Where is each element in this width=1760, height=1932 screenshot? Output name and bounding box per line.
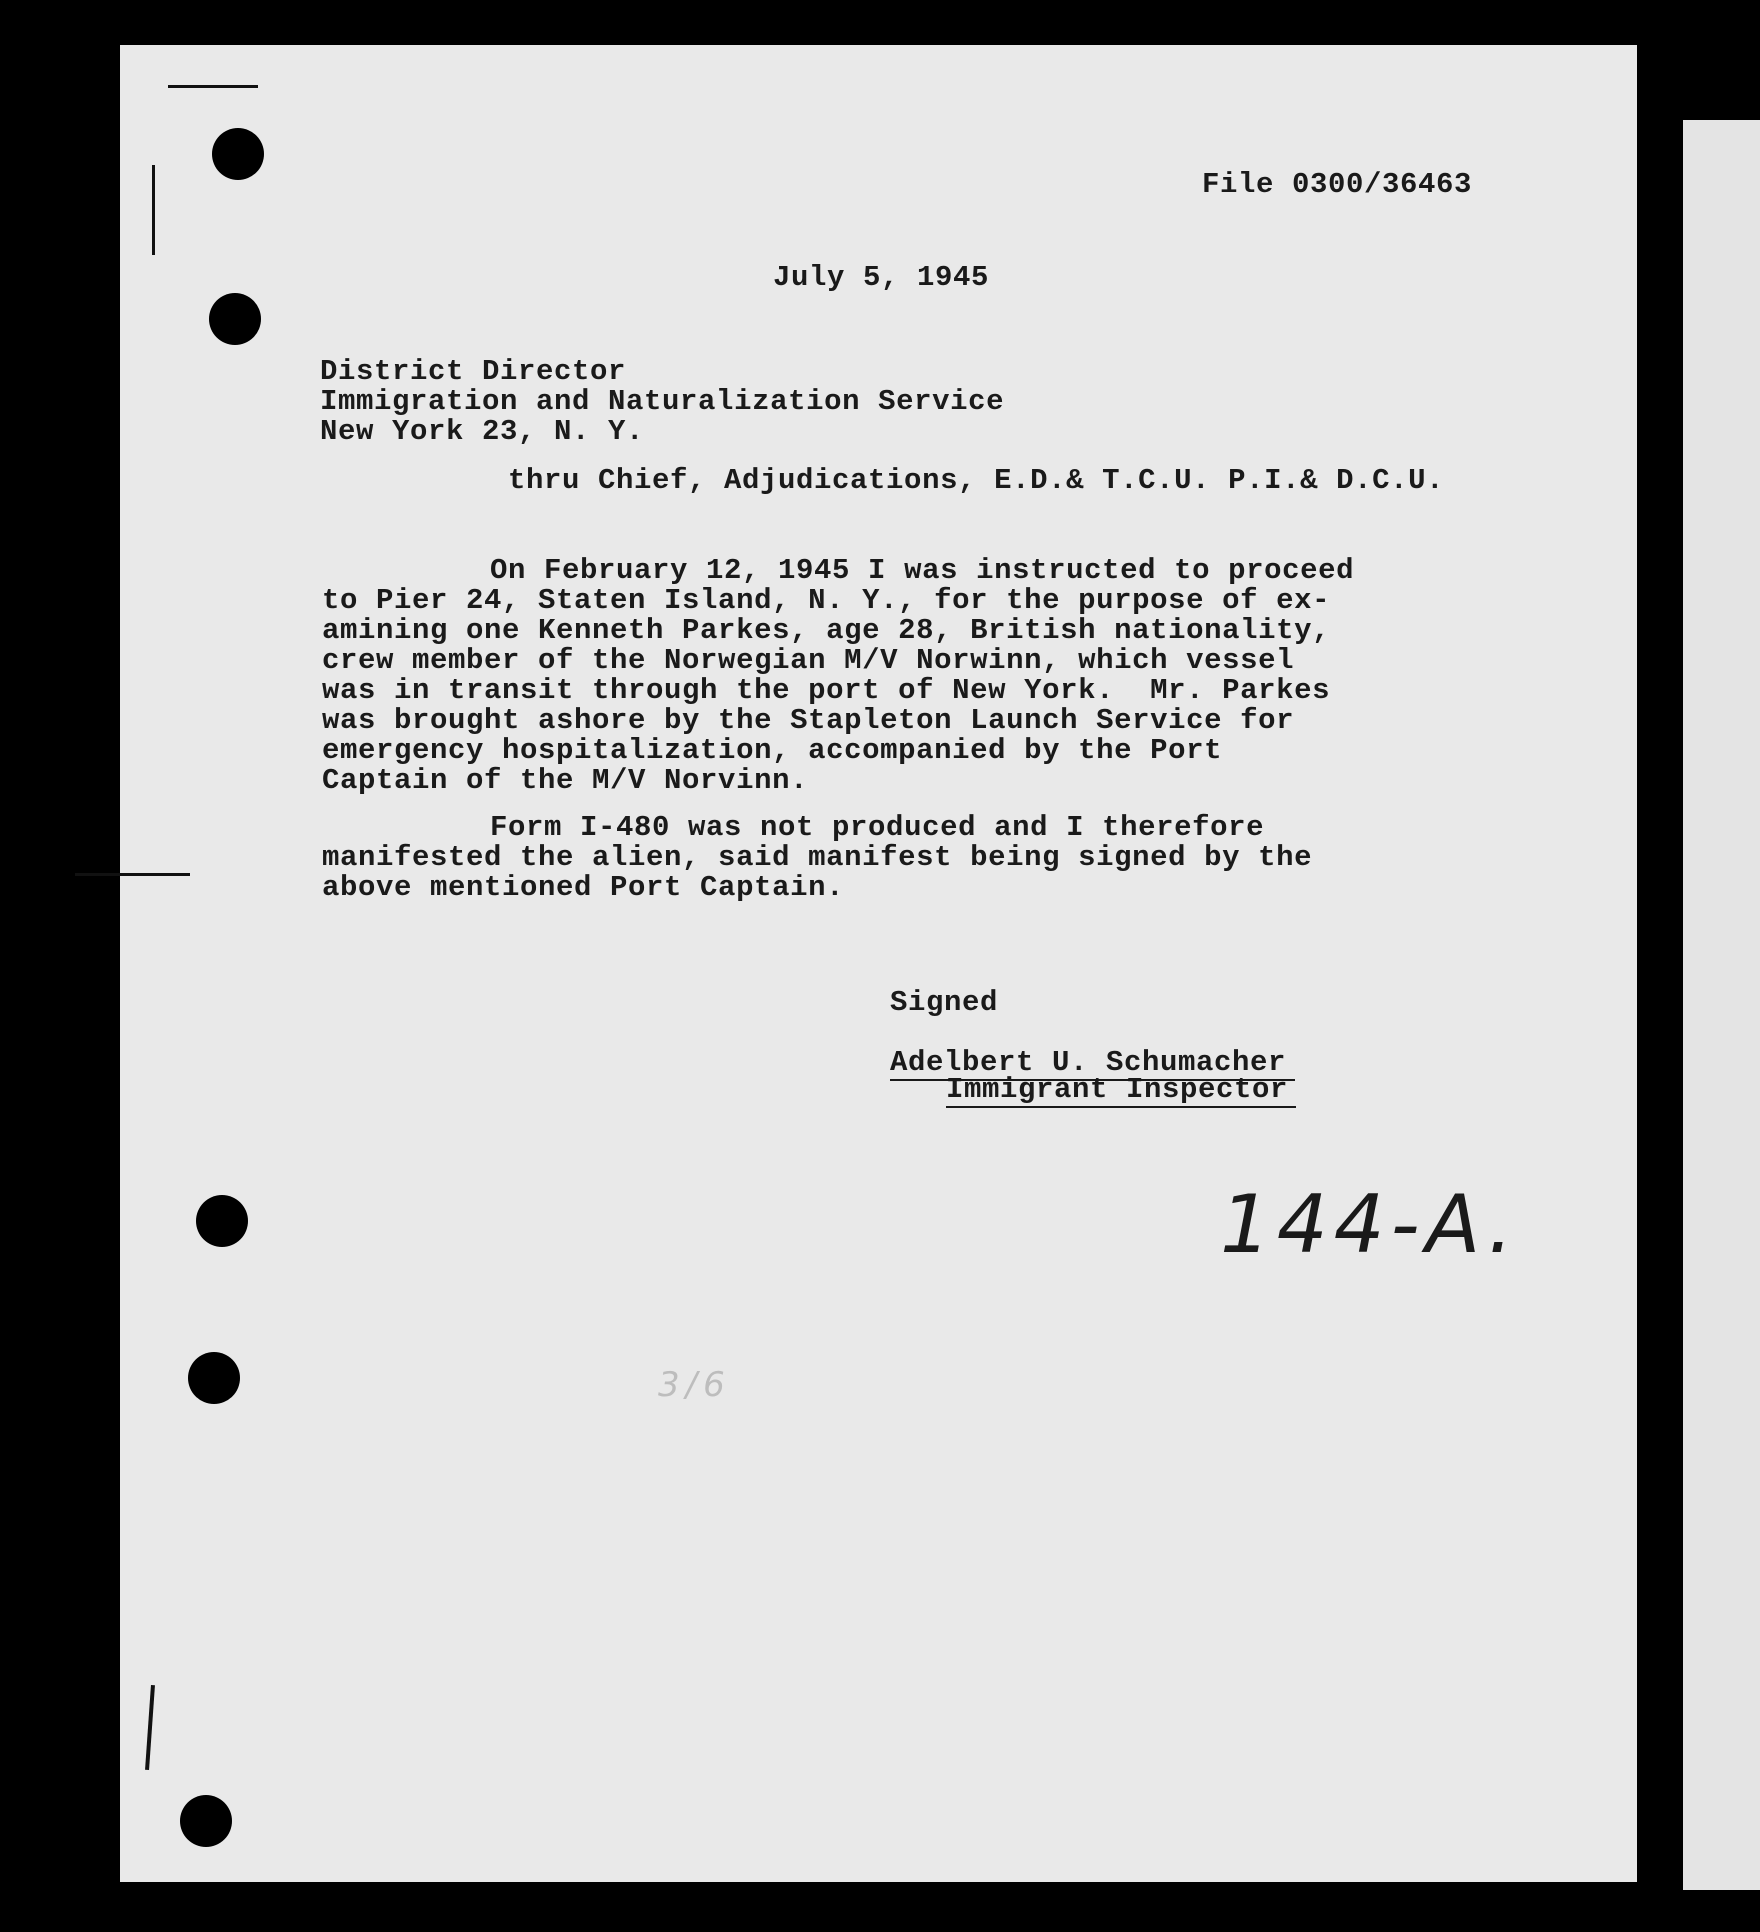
margin-mark <box>145 1685 155 1770</box>
file-number: File 0300/36463 <box>1202 168 1473 201</box>
addressee-line-3: New York 23, N. Y. <box>320 415 645 448</box>
punch-hole <box>180 1795 232 1847</box>
signer-title: Immigrant Inspector <box>946 1073 1289 1106</box>
addressee-line-1: District Director <box>320 355 627 388</box>
paragraph-line: above mentioned Port Captain. <box>322 871 845 904</box>
routing-line: thru Chief, Adjudications, E.D.& T.C.U. P.I.& D.C.U. <box>508 464 1445 497</box>
margin-mark <box>168 85 258 88</box>
body-paragraph-1 <box>322 556 1432 796</box>
signed-label: Signed <box>890 986 999 1019</box>
document-page <box>120 45 1637 1882</box>
paragraph-line: amining one Kenneth Parkes, age 28, British nationality, <box>322 614 1331 647</box>
paragraph-line: Captain of the M/V Norvinn. <box>322 764 809 797</box>
punch-hole <box>196 1195 248 1247</box>
paragraph-line: manifested the alien, said manifest being signed by the <box>322 841 1313 874</box>
handwritten-exhibit-number: 144-A. <box>1220 1178 1520 1271</box>
paragraph-line: was in transit through the port of New York. Mr. Parkes <box>322 674 1331 707</box>
signer-name: Adelbert U. Schumacher <box>890 1046 1287 1079</box>
punch-hole <box>188 1352 240 1404</box>
punch-hole <box>209 293 261 345</box>
paragraph-line: crew member of the Norwegian M/V Norwinn, which vessel <box>322 644 1295 677</box>
paragraph-line: On February 12, 1945 I was instructed to proceed <box>490 554 1355 587</box>
letter-date: July 5, 1945 <box>773 261 990 294</box>
faint-pencil-note: 3/6 <box>658 1365 731 1405</box>
body-paragraph-2 <box>322 813 1432 903</box>
margin-mark <box>75 873 190 876</box>
addressee-line-2: Immigration and Naturalization Service <box>320 385 1005 418</box>
adjacent-page-edge <box>1683 120 1760 1890</box>
paragraph-line: emergency hospitalization, accompanied by the Port <box>322 734 1223 767</box>
title-underline <box>946 1106 1296 1108</box>
paragraph-line: to Pier 24, Staten Island, N. Y., for the purpose of ex- <box>322 584 1331 617</box>
margin-mark <box>152 165 155 255</box>
paragraph-line: Form I-480 was not produced and I therefore <box>490 811 1265 844</box>
punch-hole <box>212 128 264 180</box>
paragraph-line: was brought ashore by the Stapleton Launch Service for <box>322 704 1295 737</box>
